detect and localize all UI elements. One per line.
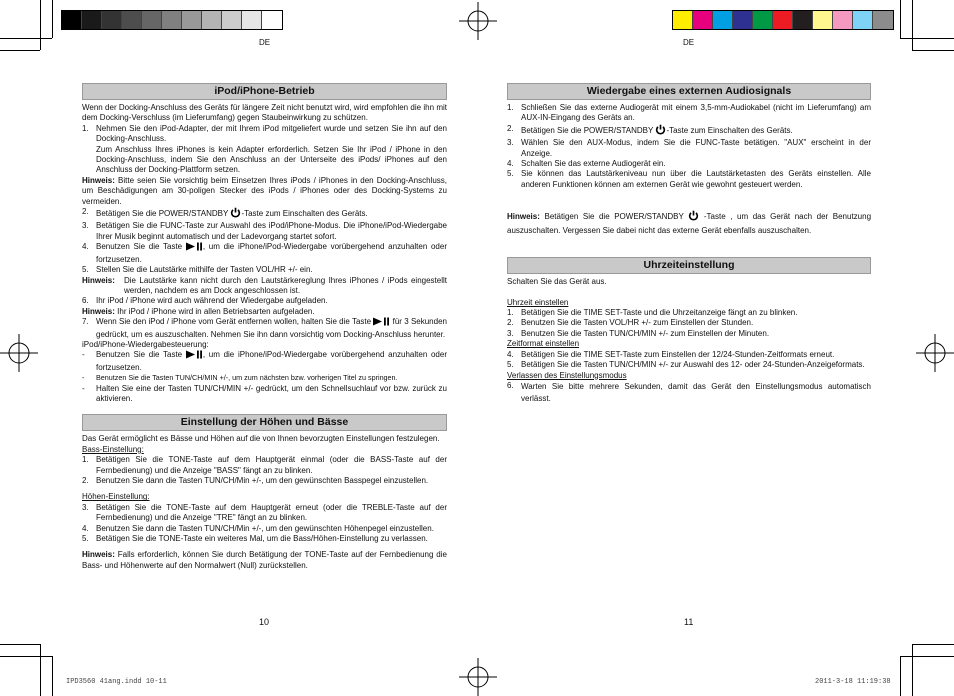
list-item: 6. Warten Sie bitte mehrere Sekunden, damit das Gerät den Einstellungsmodus automatisch verlässt.	[507, 380, 871, 403]
left-page	[82, 83, 447, 571]
process-color-bar	[672, 10, 894, 30]
crop-mark	[0, 38, 52, 39]
grayscale-color-bar	[61, 10, 283, 30]
note: Hinweis: Bitte seien Sie vorsichtig beim Einsetzen Ihres iPods / iPhones in den Docking-Anschluss, um Beschädigungen am 30-poligen Stecker des iPods / iPhones oder des Docking-Systems zu vermeiden.	[82, 175, 447, 206]
color-swatch	[733, 11, 753, 29]
list-item: 5. Sie können das Lautstärkeniveau nun über die Lautstärketasten des Geräts einstellen. Alle anderen Funktionen können am externen Gerät wie gewohnt gesteuert werden.	[507, 169, 871, 189]
color-swatch	[142, 11, 162, 29]
color-swatch	[162, 11, 182, 29]
power-icon	[230, 207, 241, 221]
page-number-left: 10	[259, 617, 270, 627]
color-swatch	[202, 11, 222, 29]
crop-mark	[0, 656, 52, 657]
power-icon	[655, 124, 666, 138]
section-title: Uhrzeiteinstellung	[507, 257, 871, 274]
list-item: 4. Benutzen Sie die Taste , um die iPhone/iPod-Wiedergabe vorübergehend anzuhalten oder fortzusetzen.	[82, 242, 447, 264]
language-marker-right: DE	[683, 38, 695, 47]
paragraph: iPod/iPhone-Wiedergabesteuerung:	[82, 339, 209, 349]
list-item: 6. Ihr iPod / iPhone wird auch während der Wiedergabe aufgeladen.	[82, 296, 328, 306]
list-item: 1. Schließen Sie das externe Audiogerät mit einem 3,5-mm-Audiokabel (nicht im Lieferumfang) am AUX-IN-Eingang des Geräts an.	[507, 103, 871, 123]
list-item: 3. Betätigen Sie die FUNC-Taste zur Auswahl des iPod/iPhone-Modus. Die iPhone/iPod-Wiedergabe Ihrer Musik beginnt automatisch und der Ladevorgang startet sofort.	[82, 221, 447, 241]
slug-file-info: IPD3560 41ang.indd 10-11	[66, 678, 167, 686]
crop-mark	[912, 0, 913, 50]
paragraph: Das Gerät ermöglicht es Bässe und Höhen auf die von Ihnen bevorzugten Einstellungen festzulegen.	[82, 434, 440, 444]
list-item: - Halten Sie eine der Tasten TUN/CH/MIN +/- gedrückt, um den Schnellsuchlauf vor bzw. zurück zu aktivieren.	[82, 383, 447, 403]
color-swatch	[713, 11, 733, 29]
crop-mark	[912, 50, 954, 51]
play-pause-icon	[186, 242, 203, 254]
list-item: 2. Benutzen Sie dann die Tasten TUN/CH/Min +/-, um den gewünschten Basspegel einzustellen.	[82, 476, 429, 485]
list-item: 2. Betätigen Sie die POWER/STANDBY -Taste zum Einschalten des Geräts.	[507, 124, 871, 138]
crop-mark	[40, 644, 41, 696]
registration-mark-left	[0, 334, 38, 372]
list-item: - Benutzen Sie die Taste , um die iPhone/iPod-Wiedergabe vorübergehend anzuhalten oder fortzusetzen.	[82, 350, 447, 372]
play-pause-icon	[373, 317, 390, 329]
language-marker-left: DE	[259, 38, 271, 47]
crop-mark	[900, 0, 901, 38]
color-swatch	[82, 11, 102, 29]
list-item: 5. Betätigen Sie die TONE-Taste ein weiteres Mal, um die Bass/Höhen-Einstellung zu verlassen.	[82, 534, 428, 544]
color-swatch	[673, 11, 693, 29]
subheading: Zeitformat einstellen	[507, 339, 580, 349]
crop-mark	[900, 656, 901, 696]
color-swatch	[833, 11, 853, 29]
section-title: Einstellung der Höhen und Bässe	[82, 414, 447, 431]
paragraph: Schalten Sie das Gerät aus.	[507, 277, 607, 287]
list-item: 4. Betätigen Sie die TIME SET-Taste zum Einstellen der 12/24-Stunden-Zeitformats erneut.	[507, 349, 835, 359]
paragraph: Zum Anschluss Ihres iPhones is kein Adapter erforderlich. Setzen Sie Ihr iPod / iPhone in den Docking-Anschluss, indem Sie den Anschluss an der Unterseite des iPods/ iPhones auf den Anschluss der Docking-Plattform setzen.	[96, 144, 447, 175]
section-title: Wiedergabe eines externen Audiosignals	[507, 83, 871, 100]
color-swatch	[793, 11, 813, 29]
color-swatch	[853, 11, 873, 29]
list-item: 5. Betätigen Sie die Tasten TUN/CH/MIN +/- zur Auswahl des 12- oder 24-Stunden-Anzeigeformats.	[507, 360, 865, 370]
registration-mark-top	[459, 2, 497, 40]
list-item: 3. Benutzen Sie die Tasten TUN/CH/MIN +/- zum Einstellen der Minuten.	[507, 328, 770, 338]
color-swatch	[122, 11, 142, 29]
color-swatch	[62, 11, 82, 29]
list-item: 4. Benutzen Sie dann die Tasten TUN/CH/Min +/-, um den gewünschten Höhenpegel einzustellen.	[82, 523, 434, 533]
list-item: 1. Betätigen Sie die TONE-Taste auf dem Hauptgerät einmal (oder die BASS-Taste auf der Fernbedienung) und die Anzeige "BASS" fängt an zu blinken.	[82, 455, 447, 475]
note: Hinweis: Falls erforderlich, können Sie durch Betätigung der TONE-Taste auf der Fernbedienung die Bass- und Höhenwerte auf den Normalwert (Null) zurückstellen.	[82, 550, 447, 570]
list-item: 3. Wählen Sie den AUX-Modus, indem Sie die FUNC-Taste betätigen. "AUX" erscheint in der Anzeige.	[507, 138, 871, 158]
color-swatch	[222, 11, 242, 29]
page-number-right: 11	[684, 617, 694, 627]
registration-mark-right	[916, 334, 954, 372]
list-item: 1. Betätigen Sie die TIME SET-Taste und die Uhrzeitanzeige fängt an zu blinken.	[507, 308, 798, 318]
color-swatch	[102, 11, 122, 29]
subheading: Verlassen des Einstellungsmodus	[507, 370, 627, 380]
color-swatch	[242, 11, 262, 29]
paragraph: Wenn der Docking-Anschluss des Geräts für längere Zeit nicht benutzt wird, wird empfohlen die ihn mit dem Docking-Verschluss (im Lieferumfang) gegen Staubeinwirkung zu schützen.	[82, 103, 447, 123]
note: Hinweis: Betätigen Sie die POWER/STANDBY -Taste , um das Gerät nach der Benutzung auszuschalten. Vergessen Sie dabei nicht das externe Gerät ebenfalls auszuschalten.	[507, 212, 872, 236]
subheading: Bass-Einstellung:	[82, 444, 144, 454]
color-swatch	[182, 11, 202, 29]
color-swatch	[262, 11, 282, 29]
list-item: 3. Betätigen Sie die TONE-Taste auf dem Hauptgerät erneut (oder die TREBLE-Taste auf der Fernbedienung) und die Anzeige "TRE" fängt an zu blinken.	[82, 502, 447, 523]
crop-mark	[912, 644, 913, 696]
color-swatch	[693, 11, 713, 29]
slug-timestamp: 2011-3-18 11:19:38	[815, 678, 891, 686]
section-title: iPod/iPhone-Betrieb	[82, 83, 447, 100]
list-item: - Benutzen Sie die Tasten TUN/CH/MIN +/-, um zum nächsten bzw. vorherigen Titel zu springen.	[82, 373, 398, 383]
list-item: 2. Benutzen Sie die Tasten VOL/HR +/- zum Einstellen der Stunden.	[507, 318, 754, 328]
note: Hinweis: Die Lautstärke kann nicht durch den Lautstärkereglung Ihres iPhones / iPods eingestellt werden, nachdem es am Dock angeschlossen ist.	[82, 275, 447, 295]
color-swatch	[753, 11, 773, 29]
registration-mark-bottom	[459, 658, 497, 696]
crop-mark	[900, 656, 954, 657]
power-icon	[688, 210, 699, 225]
crop-mark	[52, 0, 53, 38]
play-pause-icon	[186, 350, 203, 362]
crop-mark	[52, 656, 53, 696]
crop-mark	[0, 50, 40, 51]
subheading: Höhen-Einstellung:	[82, 492, 150, 502]
list-item: 4. Schalten Sie das externe Audiogerät ein.	[507, 159, 666, 169]
crop-mark	[0, 644, 40, 645]
list-item: 1. Nehmen Sie den iPod-Adapter, der mit Ihrem iPod mitgeliefert wurde und setzen Sie ihn auf den Docking-Anschluss.	[82, 123, 447, 144]
crop-mark	[912, 644, 954, 645]
color-swatch	[873, 11, 893, 29]
color-swatch	[773, 11, 793, 29]
crop-mark	[900, 38, 954, 39]
crop-mark	[40, 0, 41, 50]
list-item: 2. Betätigen Sie die POWER/STANDBY -Taste zum Einschalten des Geräts.	[82, 207, 447, 221]
note: Hinweis: Ihr iPod / iPhone wird in allen Betriebsarten aufgeladen.	[82, 306, 315, 316]
subheading: Uhrzeit einstellen	[507, 297, 569, 307]
list-item: 5. Stellen Sie die Lautstärke mithilfe der Tasten VOL/HR +/- ein.	[82, 265, 313, 275]
list-item: 7. Wenn Sie den iPod / iPhone vom Gerät entfernen wollen, halten Sie die Taste für 3 Sekunden gedrückt, um es auszuschalten. Nehmen Sie ihn dann vorsichtig vom Docking-Anschluss herunter.	[82, 317, 447, 339]
color-swatch	[813, 11, 833, 29]
right-page	[507, 83, 871, 405]
